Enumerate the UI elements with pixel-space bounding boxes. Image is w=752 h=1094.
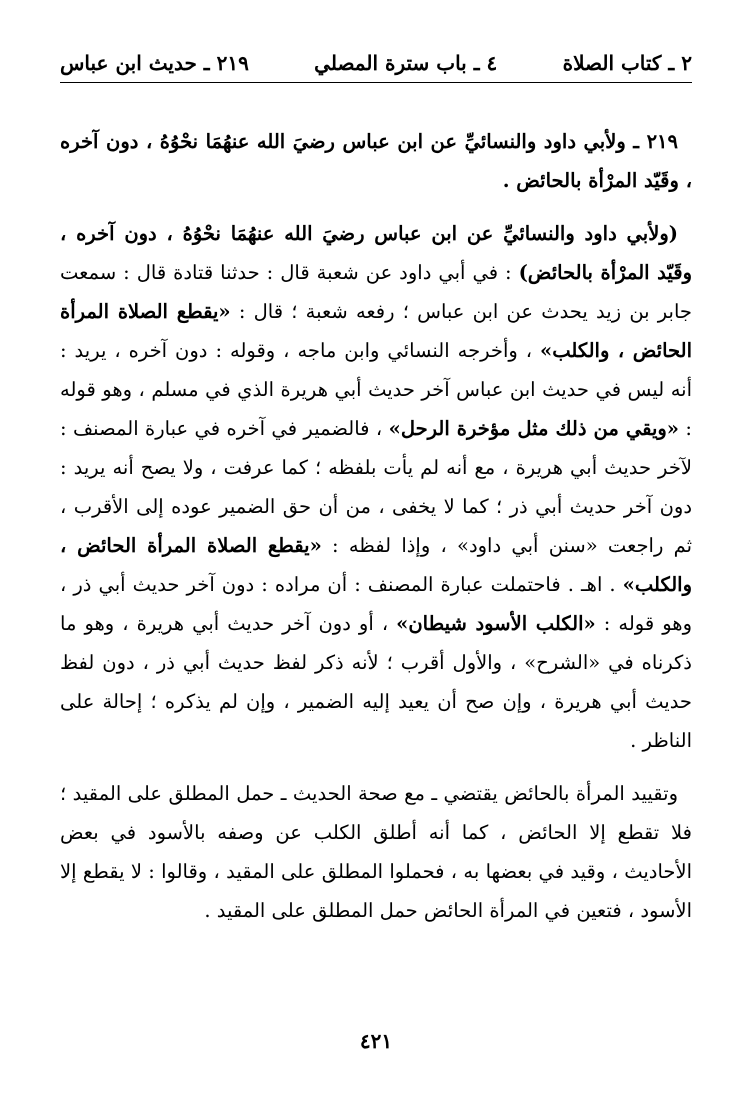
commentary-text: . اهـ . فاحتملت عبارة المصنف : أن مراده : دون آخر حديث أبي ذر ، وهو قوله : xyxy=(60,573,692,635)
running-header xyxy=(60,44,692,83)
hadith-text: ٢١٩ ـ ولأبي داود والنسائيِّ عن ابن عباس رضيَ الله عنهُمَا نحْوُهُ ، دون آخره ، وقَيّد المرْأة بالحائض . xyxy=(60,130,692,192)
header-chapter: ٢ ـ كتاب الصلاة xyxy=(562,51,692,75)
commentary-text: ، وأخرجه النسائي وابن ماجه ، وقوله : دون آخره ، يريد : أنه ليس في حديث ابن عباس آخر حديث أبي هريرة الذي في مسلم ، وهو قوله : xyxy=(60,339,692,440)
commentary-text: : في أبي داود عن شعبة قال : حدثنا قتادة قال : سمعت جابر بن زيد يحدث عن ابن عباس ؛ رفعه شعبة ؛ قال : xyxy=(60,261,692,323)
quoted-hadith: (ولأبي داود والنسائيِّ عن ابن عباس رضيَ الله عنهُمَا نحْوُهُ ، دون آخره ، وقَيّد المرْأة بالحائض) xyxy=(60,222,692,284)
quote: «يقطع الصلاة المرأة الحائض ، والكلب» xyxy=(60,534,692,596)
commentary-paragraph xyxy=(60,214,692,760)
quote: «الكلب الأسود شيطان» xyxy=(396,612,596,635)
commentary-text: ، فالضمير في آخره في عبارة المصنف : لآخر حديث أبي هريرة ، مع أنه لم يأت بلفظه ؛ كما عرفت ، ولا يصح أنه يريد : دون آخر حديث أبي ذر ؛ كما لا يخفى ، من أن حق الضمير عوده إلى الأقرب ، ثم راجعت «سنن أبي داود» ، وإذا لفظه : xyxy=(60,417,693,557)
final-paragraph: وتقييد المرأة بالحائض يقتضي ـ مع صحة الحديث ـ حمل المطلق على المقيد ؛ فلا تقطع إلا الحائض ، كما أنه أطلق الكلب عن وصفه بالأسود في بعض الأحاديث ، وقيد في بعضها به ، فحملوا المطلق على المقيد ، وقالوا : لا يقطع إلا الأسود ، فتعين في المرأة الحائض حمل المطلق على المقيد . xyxy=(60,782,692,922)
quote: «يقطع الصلاة المرأة الحائض ، والكلب» xyxy=(60,300,692,362)
page-body xyxy=(60,122,692,930)
commentary-text: ، أو دون آخر حديث أبي هريرة ، وهو ما ذكرناه في «الشرح» ، والأول أقرب ؛ لأنه ذكر لفظ حديث أبي ذر ، دون لفظ حديث أبي هريرة ، وإن صح أن يعيد إليه الضمير ، وإن لم يذكره ؛ إحالة على الناظر . xyxy=(60,612,692,752)
book-page xyxy=(60,44,692,1054)
header-hadith: ٢١٩ ـ حديث ابن عباس xyxy=(60,51,249,75)
page-number: ٤٢١ xyxy=(359,1029,393,1053)
quote: «ويقي من ذلك مثل مؤخرة الرحل» xyxy=(388,417,679,440)
header-section: ٤ ـ باب سترة المصلي xyxy=(314,51,498,75)
